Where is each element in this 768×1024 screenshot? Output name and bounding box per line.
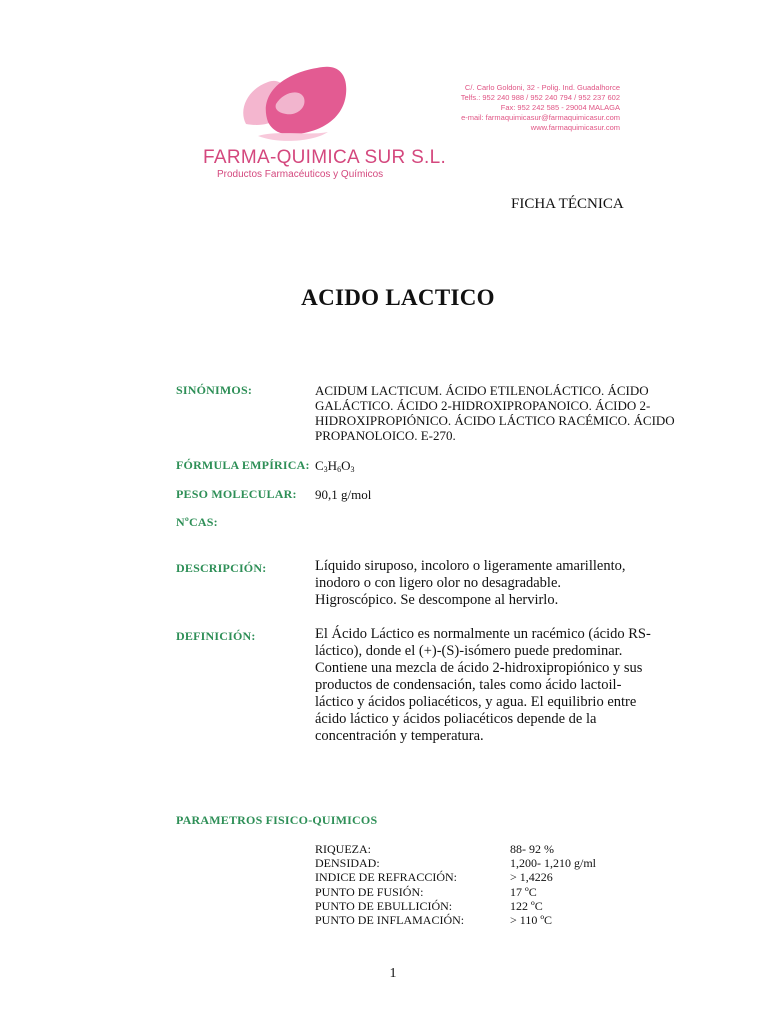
definicion-line: Contiene una mezcla de ácido 2-hidroxipropiónico y sus	[315, 660, 643, 676]
contact-block	[461, 83, 620, 133]
param-name: PUNTO DE FUSIÓN:	[315, 884, 424, 899]
param-value: > 1,4226	[510, 870, 553, 885]
param-value: 88- 92 %	[510, 842, 554, 856]
contact-website: www.farmaquimicasur.com	[530, 123, 620, 132]
formula-value: $C_3H_6O_3$	[315, 458, 355, 474]
descripcion-line: Higroscópico. Se descompone al hervirlo.	[315, 592, 559, 608]
page-title: ACIDO LACTICO	[301, 285, 495, 310]
sinonimos-value	[315, 383, 675, 443]
definicion-line: concentración y temperatura.	[315, 728, 484, 744]
param-name: RIQUEZA:	[315, 842, 371, 856]
sinonimos-label: SINÓNIMOS:	[176, 383, 253, 397]
param-row	[315, 856, 596, 870]
peso-label: PESO MOLECULAR:	[176, 487, 297, 501]
param-row	[315, 842, 596, 856]
descripcion-line: inodoro o con ligero olor no desagradable.	[315, 575, 562, 591]
param-row	[315, 885, 596, 899]
contact-address: C/. Carlo Goldoni, 32 - Polig. Ind. Guadalhorce	[464, 83, 620, 92]
param-name: INDICE DE REFRACCIÓN:	[315, 870, 458, 885]
definicion-value	[315, 626, 651, 745]
definicion-line: El Ácido Láctico es normalmente un racémico (ácido RS-	[315, 626, 651, 642]
company-name: FARMA-QUIMICA SUR S.L.	[203, 147, 447, 168]
parametros-label: PARAMETROS FISICO-QUIMICOS	[176, 813, 378, 827]
definicion-line: láctico), donde el (+)-(S)-isómero puede predominar.	[315, 643, 623, 659]
parametros-table	[315, 842, 596, 927]
descripcion-line: Líquido siruposo, incoloro o ligeramente amarillento,	[315, 558, 626, 574]
sinonimos-line: PROPANOLOICO. E-270.	[315, 428, 456, 443]
descripcion-label: DESCRIPCIÓN:	[176, 561, 267, 575]
sinonimos-line: HIDROXIPROPIÓNICO. ÁCIDO LÁCTICO RACÉMICO. ÁCIDO	[315, 413, 675, 428]
page-number: 1	[389, 966, 397, 981]
company-logo	[238, 64, 368, 144]
sinonimos-line: ACIDUM LACTICUM. ÁCIDO ETILENOLÁCTICO. ÁCIDO	[315, 383, 649, 398]
param-value: 17 ºC	[510, 884, 537, 899]
param-value: 122 ºC	[510, 898, 543, 913]
param-row	[315, 913, 596, 927]
definicion-label: DEFINICIÓN:	[176, 629, 256, 643]
peso-value: 90,1 g/mol	[315, 487, 372, 502]
cas-label: NºCAS:	[176, 515, 218, 529]
param-row	[315, 899, 596, 913]
formula-label: FÓRMULA EMPÍRICA:	[176, 458, 310, 472]
param-name: PUNTO DE EBULLICIÓN:	[315, 898, 453, 913]
param-row	[315, 870, 596, 884]
descripcion-value	[315, 558, 625, 609]
definicion-line: láctico y ácidos poliacéticos, y agua. El equilibrio entre	[315, 694, 637, 710]
param-name: PUNTO DE INFLAMACIÓN:	[315, 913, 465, 928]
company-tagline: Productos Farmacéuticos y Químicos	[217, 169, 384, 180]
param-value: 1,200- 1,210 g/ml	[510, 856, 596, 871]
definicion-line: productos de condensación, tales como ácido lactoil-	[315, 677, 622, 693]
sinonimos-line: GALÁCTICO. ÁCIDO 2-HIDROXIPROPANOICO. ÁCIDO 2-	[315, 398, 651, 413]
param-value: > 110 ºC	[510, 913, 553, 928]
contact-phones: Telfs.: 952 240 988 / 952 240 794 / 952 237 602	[460, 93, 620, 102]
definicion-line: ácido láctico y ácidos poliacéticos depende de la	[315, 711, 597, 727]
contact-email: e-mail: farmaquimicasur@farmaquimicasur.com	[461, 113, 620, 122]
contact-fax: Fax: 952 242 585 - 29004 MALAGA	[500, 103, 620, 112]
doc-type: FICHA TÉCNICA	[511, 196, 624, 212]
param-name: DENSIDAD:	[315, 856, 380, 871]
